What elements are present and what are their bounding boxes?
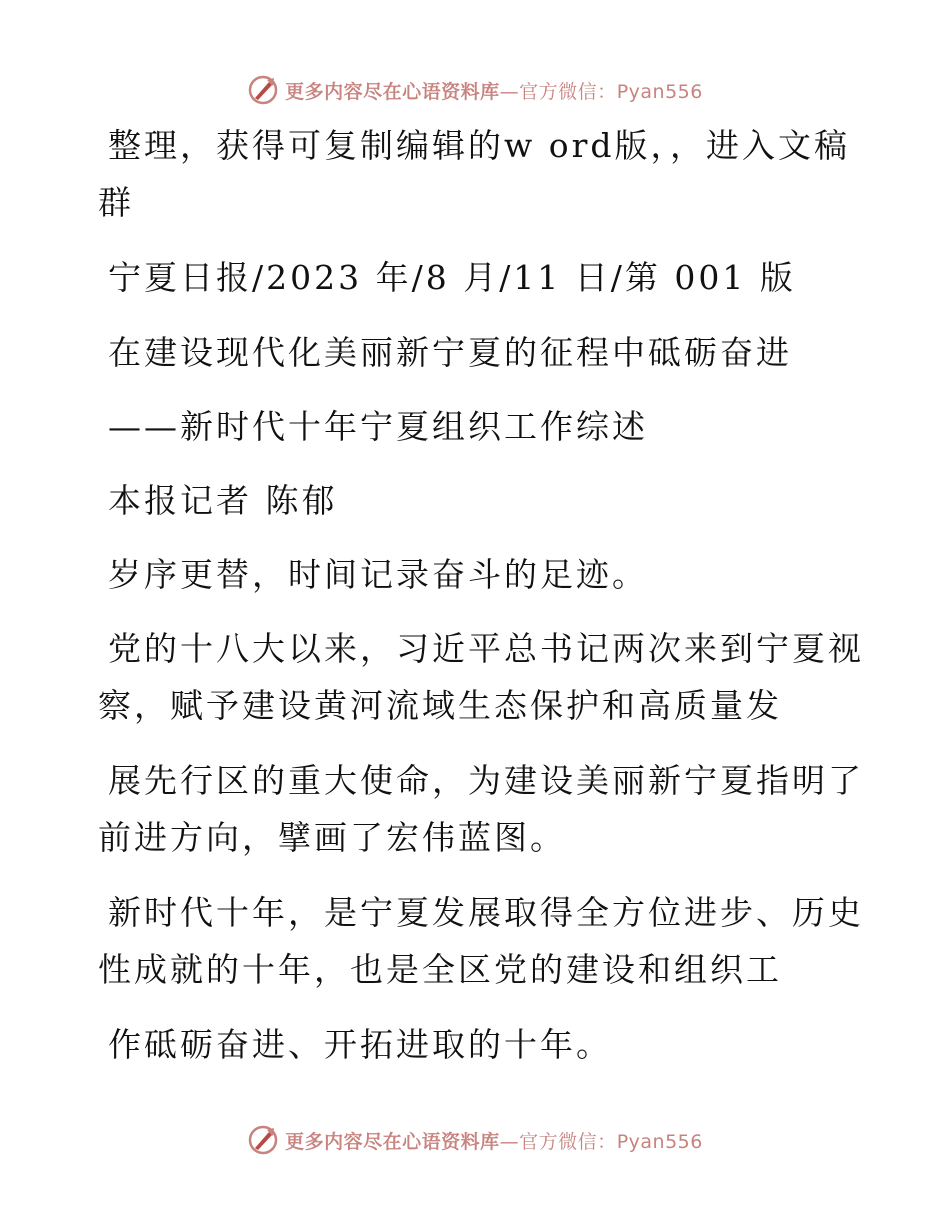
watermark-text: 更多内容尽在心语资料库—官方微信：Pyan556 [285, 1130, 703, 1153]
article-title: 在建设现代化美丽新宁夏的征程中砥砺奋进 [108, 333, 792, 372]
watermark-text: 更多内容尽在心语资料库—官方微信：Pyan556 [285, 80, 703, 103]
body-line: 岁序更替，时间记录奋斗的足迹。 [108, 555, 648, 594]
body-line: 群 [98, 183, 134, 222]
body-line: 察，赋予建设黄河流域生态保护和高质量发 [98, 686, 782, 725]
quill-pen-circle-icon [247, 1124, 279, 1156]
body-line: 展先行区的重大使命，为建设美丽新宁夏指明了 [108, 761, 864, 800]
article-byline: 本报记者 陈郁 [108, 481, 338, 520]
body-line: 作砥砺奋进、开拓进取的十年。 [108, 1025, 612, 1064]
footer-watermark [0, 1122, 950, 1158]
article-subtitle: ——新时代十年宁夏组织工作综述 [108, 407, 648, 446]
body-line: 性成就的十年，也是全区党的建设和组织工 [98, 950, 782, 989]
body-line: 前进方向，擘画了宏伟蓝图。 [98, 818, 566, 857]
body-line: 新时代十年，是宁夏发展取得全方位进步、历史 [108, 893, 864, 932]
body-line: 宁夏日报/2023 年/8 月/11 日/第 001 版 [108, 258, 796, 297]
body-line: 整理，获得可复制编辑的w ord版，，进入文稿 [108, 126, 851, 165]
body-line: 党的十八大以来，习近平总书记两次来到宁夏视 [108, 629, 864, 668]
